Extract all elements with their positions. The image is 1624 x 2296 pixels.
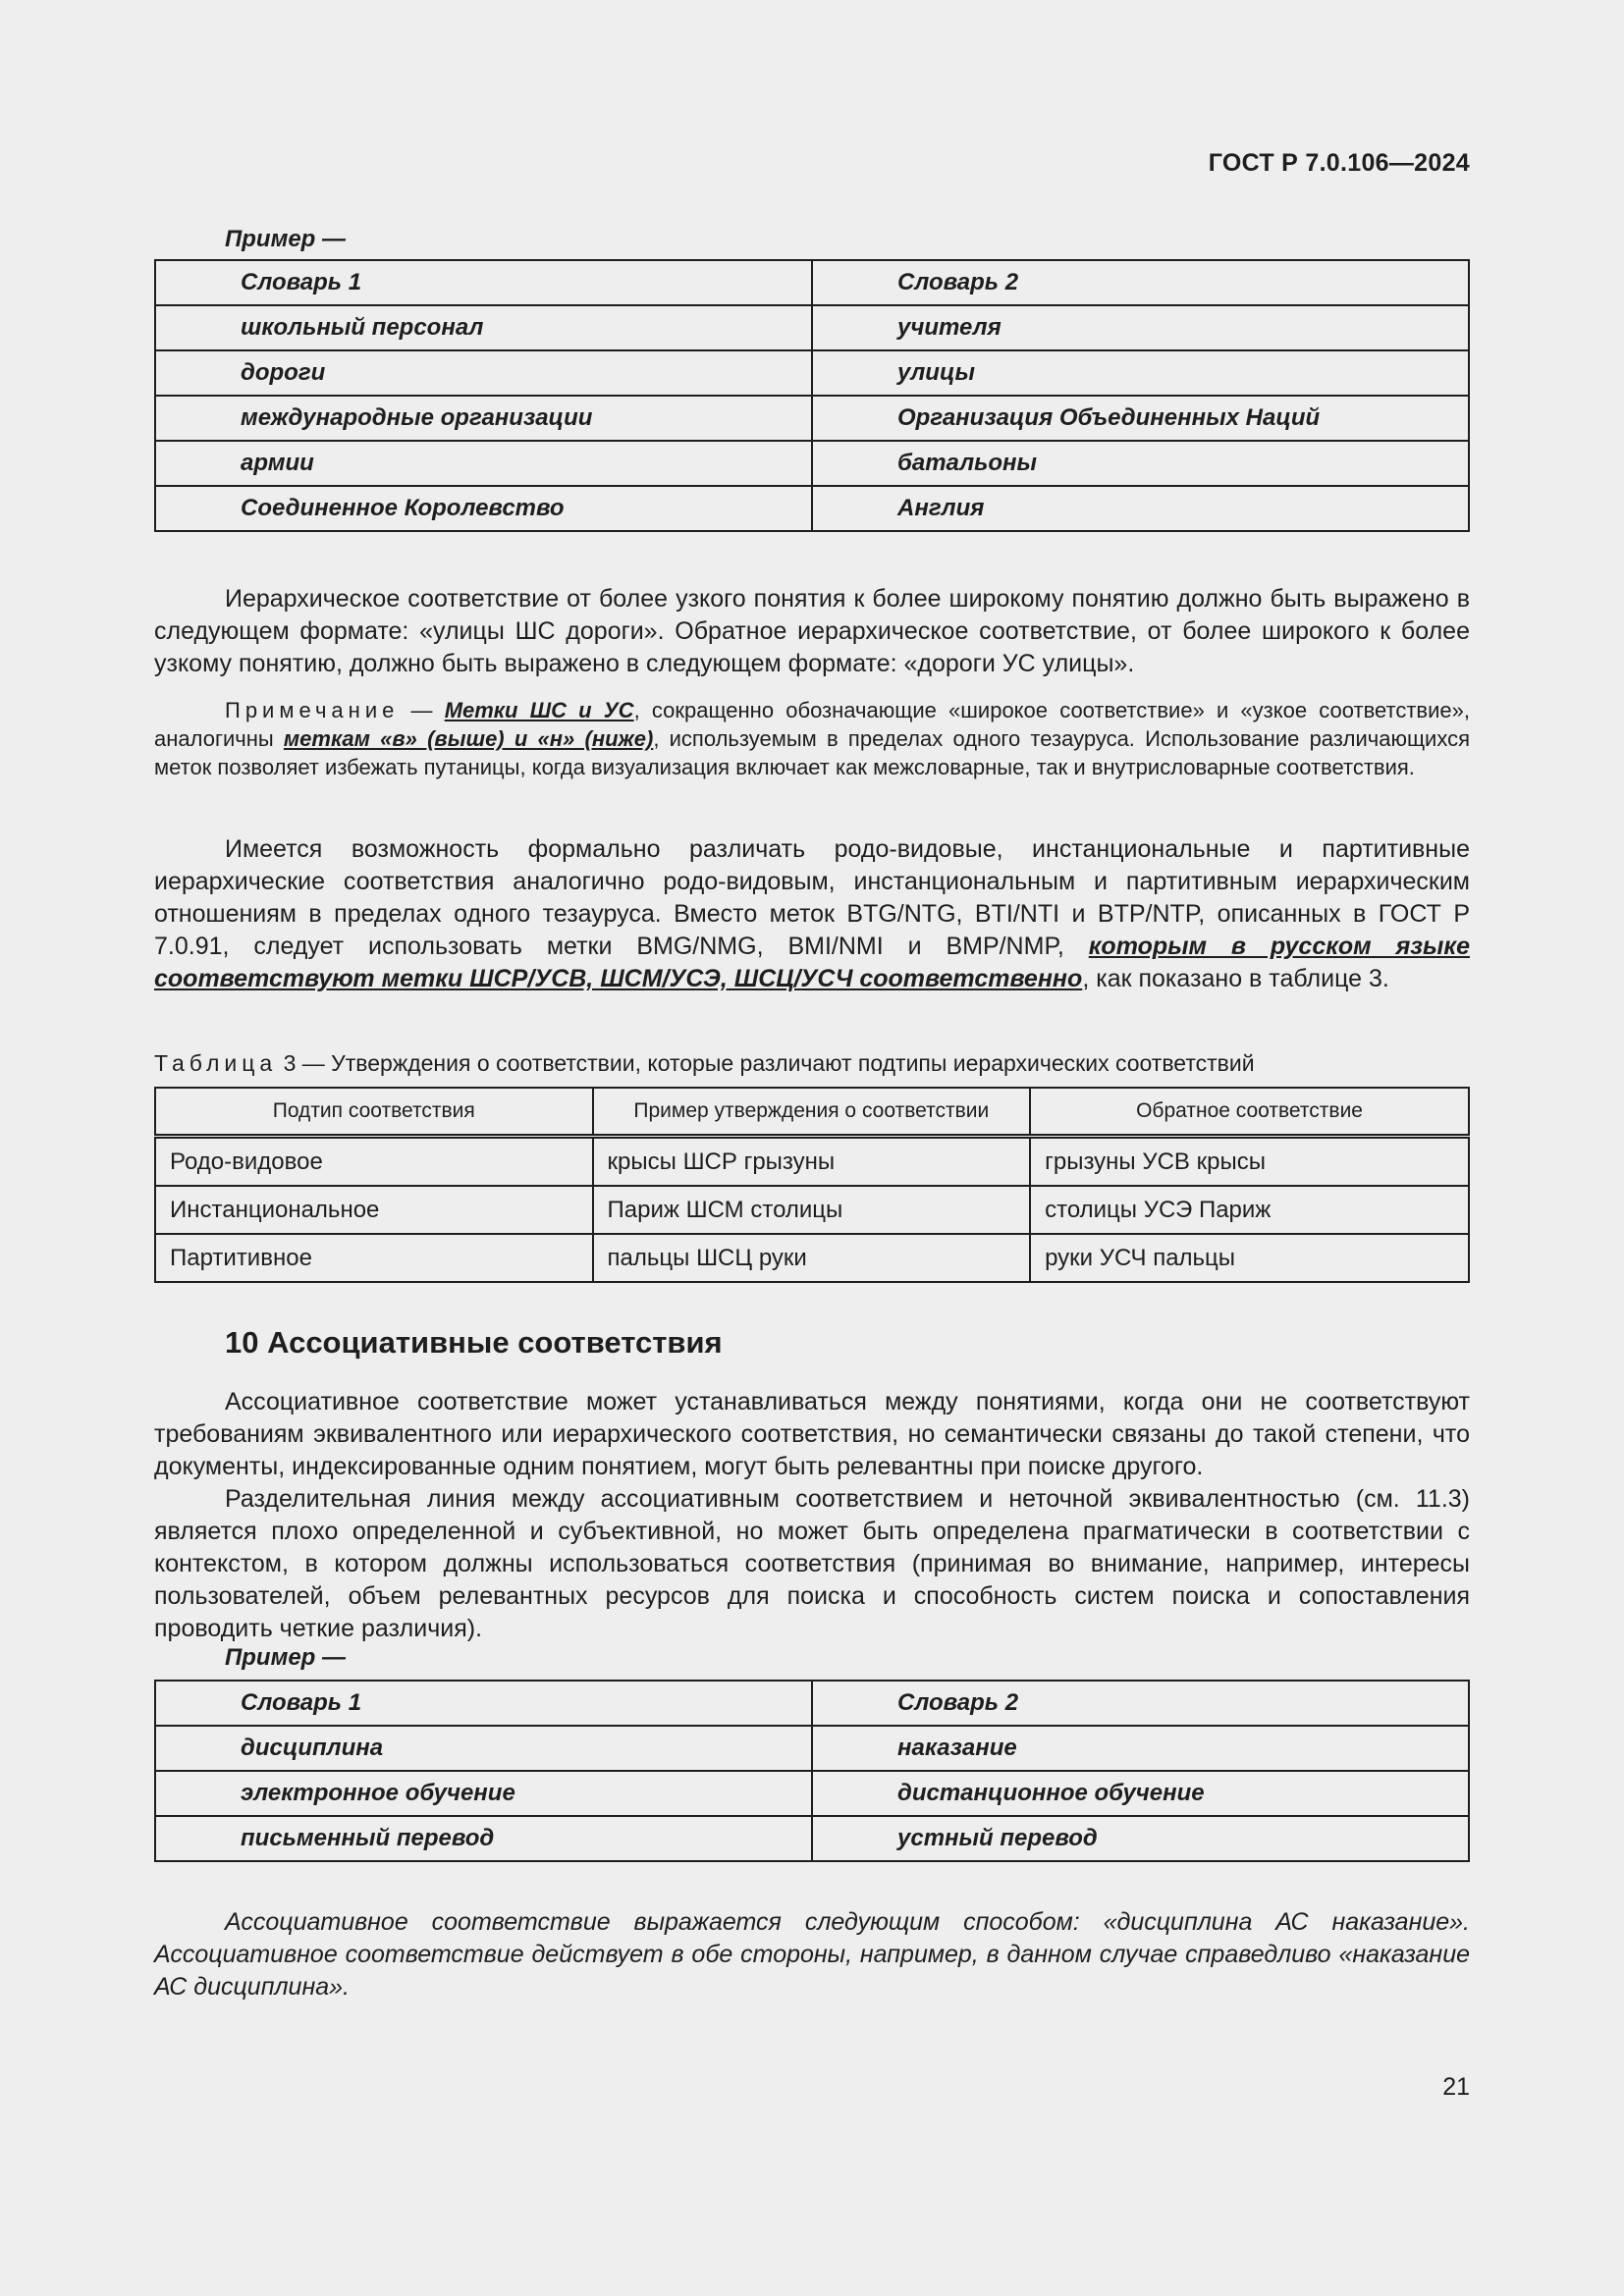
table-row (155, 396, 1469, 441)
paragraph-associative: Ассоциативное соответствие может устанавливаться между понятиями, когда они не соответствуют требованиям эквивалентного или иерархического соответствия, но семантически связаны до такой степени, что документы, индексированные одним понятием, могут быть релевантны при поиске другого. (154, 1388, 1470, 1480)
note-underlined-1: Метки ШС и УС (444, 698, 634, 722)
note-paragraph (154, 696, 1470, 781)
table-header-cell: Обратное соответствие (1030, 1088, 1469, 1137)
table-row (155, 1816, 1469, 1861)
note-underlined-2: меткам «в» (выше) и «н» (ниже) (283, 726, 654, 751)
table-cell: Словарь 2 (812, 1681, 1469, 1726)
table-cell: Организация Объединенных Наций (812, 396, 1469, 441)
note-dash: — (399, 698, 445, 722)
table-row (155, 305, 1469, 350)
table-cell: дороги (155, 350, 812, 396)
table-row (155, 350, 1469, 396)
paragraph-dividing-line: Разделительная линия между ассоциативным соответствием и неточной эквивалентностью (см. 11.3) является плохо определенной и субъективной, но может быть определена прагматически в соответствии с контекстом, в котором должны использоваться соответствия (принимая во внимание, например, интересы пользователей, объем релевантных ресурсов для поиска и способность систем поиска и сопоставления проводить четкие различия). (154, 1485, 1470, 1642)
table-cell: столицы УСЭ Париж (1030, 1186, 1469, 1234)
table-caption (154, 1050, 1470, 1077)
document-page (154, 0, 1470, 2296)
table-row (155, 441, 1469, 486)
paragraph-underlined: которым в русском языке соответствуют метки ШСР/УСВ, ШСМ/УСЭ, ШСЦ/УСЧ соответственно (154, 933, 1470, 992)
table-header-row (155, 1681, 1469, 1726)
table-cell: электронное обучение (155, 1771, 812, 1816)
table-cell: международные организации (155, 396, 812, 441)
example-2 (154, 1644, 1470, 1862)
table-row (155, 486, 1469, 531)
example-table-2 (154, 1680, 1470, 1862)
page-number: 21 (1442, 2073, 1470, 2101)
section-heading: 10 Ассоциативные соответствия (225, 1325, 723, 1360)
table-cell: крысы ШСР грызуны (593, 1137, 1031, 1187)
table-cell: Словарь 1 (155, 260, 812, 305)
example-label: Пример — (225, 226, 347, 252)
table-3-block (154, 1050, 1470, 1283)
table-cell: дистанционное обучение (812, 1771, 1469, 1816)
table-row (155, 1726, 1469, 1771)
table-cell: Словарь 2 (812, 260, 1469, 305)
table-cell: Партитивное (155, 1234, 593, 1282)
table-cell: письменный перевод (155, 1816, 812, 1861)
table-3 (154, 1087, 1470, 1283)
table-row (155, 1234, 1469, 1282)
paragraph-subtypes (154, 833, 1470, 995)
example-1 (154, 226, 1470, 532)
example-label: Пример — (225, 1644, 347, 1671)
table-header-cell: Пример утверждения о соответствии (593, 1088, 1031, 1137)
table-row (155, 1186, 1469, 1234)
table-cell: руки УСЧ пальцы (1030, 1234, 1469, 1282)
table-cell: устный перевод (812, 1816, 1469, 1861)
table-cell: грызуны УСВ крысы (1030, 1137, 1469, 1187)
table-cell: Словарь 1 (155, 1681, 812, 1726)
table-cell: Париж ШСМ столицы (593, 1186, 1031, 1234)
table-cell: наказание (812, 1726, 1469, 1771)
note-prefix: Примечание (225, 698, 400, 722)
table-cell: армии (155, 441, 812, 486)
table-cell: батальоны (812, 441, 1469, 486)
table-cell: Инстанциональное (155, 1186, 593, 1234)
table-cell: Соединенное Королевство (155, 486, 812, 531)
table-row (155, 1771, 1469, 1816)
paragraph-associative-example: Ассоциативное соответствие выражается следующим способом: «дисциплина АС наказание». Ассоциативное соответствие действует в обе стороны, например, в данном случае справедливо «наказание АС дисциплина». (154, 1908, 1470, 2001)
paragraph-hierarchical: Иерархическое соответствие от более узкого понятия к более широкому понятию должно быть выражено в следующем формате: «улицы ШС дороги». Обратное иерархическое соответствие, от более широкого к более узкому понятию, должно быть выражено в следующем формате: «дороги УС улицы». (154, 585, 1470, 677)
document-header: ГОСТ Р 7.0.106—2024 (1208, 149, 1470, 177)
table-header-cell: Подтип соответствия (155, 1088, 593, 1137)
note-text-2: , используемым в пределах одного тезауруса. Использование различающихся меток позволяет избежать путаницы, когда визуализация включает как межсловарные, так и внутрисловарные соответствия. (154, 726, 1471, 779)
table-cell: улицы (812, 350, 1469, 396)
table-cell: Родо-видовое (155, 1137, 593, 1187)
table-cell: учителя (812, 305, 1469, 350)
table-caption-prefix: Таблица (154, 1050, 278, 1076)
table-header-row (155, 1088, 1469, 1137)
table-caption-text: 3 — Утверждения о соответствии, которые различают подтипы иерархических соответствий (277, 1050, 1255, 1076)
table-row (155, 1137, 1469, 1187)
paragraph-text-1: Имеется возможность формально различать родо-видовые, инстанциональные и партитивные иерархические соответствия аналогично родо-видовым, инстанциональным и партитивным иерархическим отношениям в пределах одного тезауруса. Вместо меток BTG/NTG, BTI/NTI и BTP/NTP, описанных в ГОСТ Р 7.0.91, следует использовать метки BMG/NMG, BMI/NMI и BMP/NMP, (154, 835, 1470, 960)
table-cell: школьный персонал (155, 305, 812, 350)
note-text-1: , сокращенно обозначающие «широкое соответствие» и «узкое соответствие», аналогичны (154, 698, 1470, 751)
example-table-1 (154, 259, 1470, 532)
table-cell: дисциплина (155, 1726, 812, 1771)
table-cell: пальцы ШСЦ руки (593, 1234, 1031, 1282)
table-header-row (155, 260, 1469, 305)
table-cell: Англия (812, 486, 1469, 531)
paragraph-text-2: , как показано в таблице 3. (1082, 965, 1389, 992)
